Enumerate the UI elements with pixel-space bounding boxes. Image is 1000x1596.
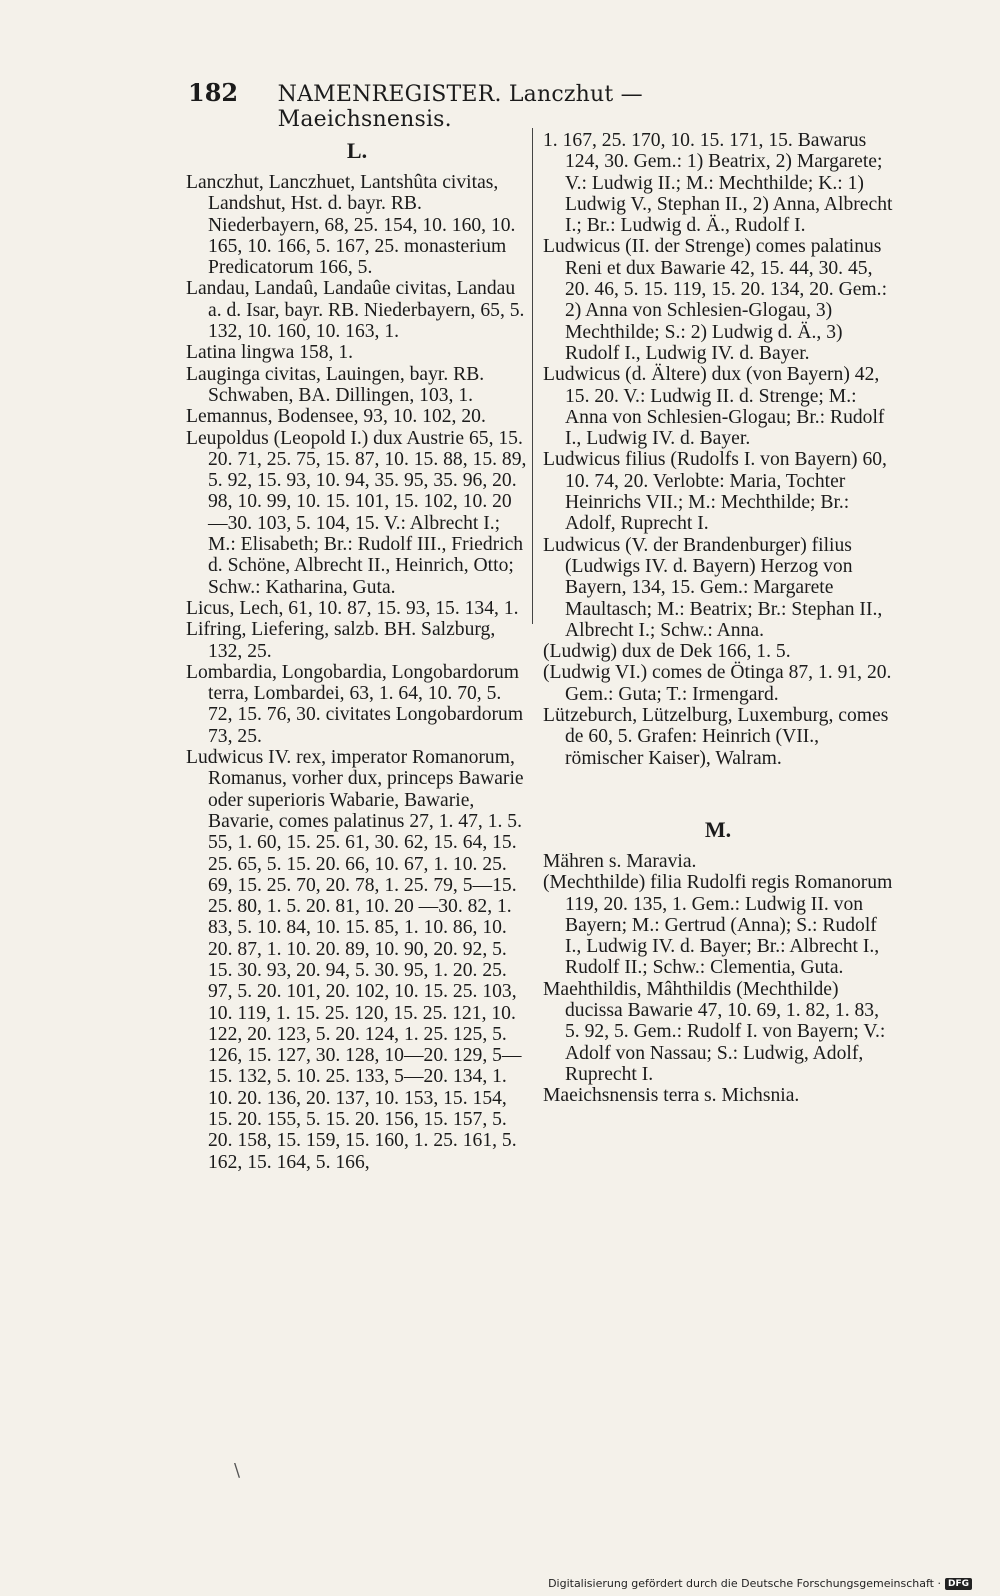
index-entry: Leupoldus (Leopold I.) dux Austrie 65, 15. 20. 71, 25. 75, 15. 87, 10. 15. 88, 15. 89, 5. 92, 15. 93, 10. 94, 35. 95, 35. 96, 20. 98, 10. 99, 10. 15. 101, 15. 102, 10. 20—30. 103, 5. 104, 15. V.: Albrecht I.; M.: Elisabeth; Br.: Rudolf III., Friedrich d. Schöne, Albrecht II., Heinrich, Otto; Schw.: Katharina, Guta.: [186, 427, 527, 598]
index-entry: Lützeburch, Lützelburg, Luxemburg, comes de 60, 5. Grafen: Heinrich (VII., römischer Kaiser), Walram.: [543, 705, 889, 769]
index-entry: Lombardia, Longobardia, Longobardorum terra, Lombardei, 63, 1. 64, 10. 70, 5. 72, 15. 76, 30. civitates Longobardorum 73, 25.: [186, 661, 524, 747]
index-entry: Ludwicus (d. Ältere) dux (von Bayern) 42, 15. 20. V.: Ludwig II. d. Strenge; M.: Anna von Schlesien-Glogau; Br.: Rudolf I., Ludwig IV. d. Bayer.: [543, 364, 885, 450]
section-letter-m: M.: [704, 816, 732, 842]
index-entry: Maehthildis, Mâhthildis (Mechthilde) ducissa Bawarie 47, 10. 69, 1. 82, 1. 83, 5. 92, 5. Gem.: Rudolf I. von Bayern; V.: Adolf von Nassau; S.: Ludwig, Adolf, Ruprecht I.: [543, 978, 886, 1085]
dfg-logo-icon: DFG: [945, 1578, 972, 1590]
index-entry: Latina lingwa 158, 1.: [186, 342, 354, 364]
footer-text: Digitalisierung gefördert durch die Deutsche Forschungsgemeinschaft ·: [548, 1577, 941, 1590]
index-entry: Lifring, Liefering, salzb. BH. Salzburg, 132, 25.: [186, 619, 496, 662]
right-entry-list-m: [543, 851, 893, 1107]
index-entry: Landau, Landaû, Landaûe civitas, Landau a. d. Isar, bayr. RB. Niederbayern, 65, 5. 132, 10. 160, 10. 163, 1.: [186, 278, 525, 343]
index-entry: Lanczhut, Lanczhuet, Lantshûta civitas, Landshut, Hst. d. bayr. RB. Niederbayern, 68, 25. 154, 10. 160, 10. 165, 10. 166, 5. 167, 25. monasterium Predicatorum 166, 5.: [186, 172, 516, 279]
index-entry: Ludwicus filius (Rudolfs I. von Bayern) 60, 10. 74, 20. Verlobte: Maria, Tochter Heinrichs VII.; M.: Mechthilde; Br.: Adolf, Ruprecht I.: [543, 449, 887, 535]
running-title: NAMENREGISTER. Lanczhut — Maeichsnensis.: [277, 82, 643, 132]
index-entry: Ludwicus (V. der Brandenburger) filius (Ludwigs IV. d. Bayern) Herzog von Bayern, 134, 15. Gem.: Margarete Maultasch; M.: Beatrix; Br.: Stephan II., Albrecht I.; Schw.: Anna.: [543, 534, 883, 641]
right-entry-list-l: [543, 130, 893, 769]
index-entry: Mähren s. Maravia.: [543, 850, 697, 872]
left-entry-list: [186, 172, 528, 1173]
column-divider: [532, 128, 533, 624]
page-number: 182: [188, 78, 239, 107]
index-entry: Ludwicus (II. der Strenge) comes palatinus Reni et dux Bawarie 42, 15. 44, 30. 45, 20. 46, 5. 15. 119, 15. 20. 134, 20. Gem.: 2) Anna von Schlesien-Glogau, 3) Mechthilde; S.: 2) Ludwig d. Ä., 3) Rudolf I., Ludwig IV. d. Bayer.: [543, 236, 888, 364]
index-entry: Lauginga civitas, Lauingen, bayr. RB. Schwaben, BA. Dillingen, 103, 1.: [186, 363, 485, 406]
page-header: [188, 78, 788, 132]
left-column: [186, 130, 528, 1173]
index-entry: Lemannus, Bodensee, 93, 10. 102, 20.: [186, 406, 486, 428]
footer: [548, 1577, 972, 1590]
index-entry: 1. 167, 25. 170, 10. 15. 171, 15. Bawarus 124, 30. Gem.: 1) Beatrix, 2) Margarete; V.: Ludwig II.; M.: Mechthilde; K.: 1) Ludwig V., Stephan II., 2) Anna, Albrecht I.; Br.: Ludwig d. Ä., Rudolf I.: [543, 130, 893, 237]
section-letter-l: L.: [346, 138, 368, 163]
right-column: [543, 130, 893, 1106]
index-entry: (Mechthilde) filia Rudolfi regis Romanorum 119, 20. 135, 1. Gem.: Ludwig II. von Bayern; M.: Gertrud (Anna); S.: Rudolf I., Ludwig IV. d. Bayer; Br.: Albrecht I., Rudolf II.; Schw.: Clementia, Guta.: [543, 872, 893, 979]
stray-mark: \: [234, 1460, 241, 1481]
index-entry: Maeichsnensis terra s. Michsnia.: [543, 1085, 800, 1107]
index-entry: (Ludwig VI.) comes de Ötinga 87, 1. 91, 20. Gem.: Guta; T.: Irmengard.: [543, 662, 892, 705]
index-entry: Licus, Lech, 61, 10. 87, 15. 93, 15. 134, 1.: [186, 597, 519, 619]
index-entry: Ludwicus IV. rex, imperator Romanorum, Romanus, vorher dux, princeps Bawarie oder superioris Wabarie, Bawarie, Bavarie, comes palatinus 27, 1. 47, 1. 5. 55, 1. 60, 15. 25. 61, 30. 62, 15. 64, 15. 25. 65, 5. 15. 20. 66, 10. 67, 1. 10. 25. 69, 15. 25. 70, 20. 78, 1. 25. 79, 5—15. 25. 80, 1. 5. 20. 81, 10. 20 —30. 82, 1. 83, 5. 10. 84, 10. 15. 85, 1. 10. 86, 10. 20. 87, 1. 10. 20. 89, 10. 90, 20. 92, 5. 15. 30. 93, 20. 94, 5. 30. 95, 1. 20. 25. 97, 5. 20. 101, 20. 102, 10. 15. 25. 103, 10. 119, 1. 15. 25. 120, 15. 25. 121, 10. 122, 20. 123, 5. 20. 124, 1. 25. 125, 5. 126, 15. 127, 30. 128, 10—20. 129, 5—15. 132, 5. 10. 25. 133, 5—20. 134, 1. 10. 20. 136, 20. 137, 10. 153, 15. 154, 15. 20. 155, 5. 15. 20. 156, 15. 157, 5. 20. 158, 15. 159, 15. 160, 1. 25. 161, 5. 162, 15. 164, 5. 166,: [186, 747, 524, 1173]
index-entry: (Ludwig) dux de Dek 166, 1. 5.: [543, 641, 791, 663]
